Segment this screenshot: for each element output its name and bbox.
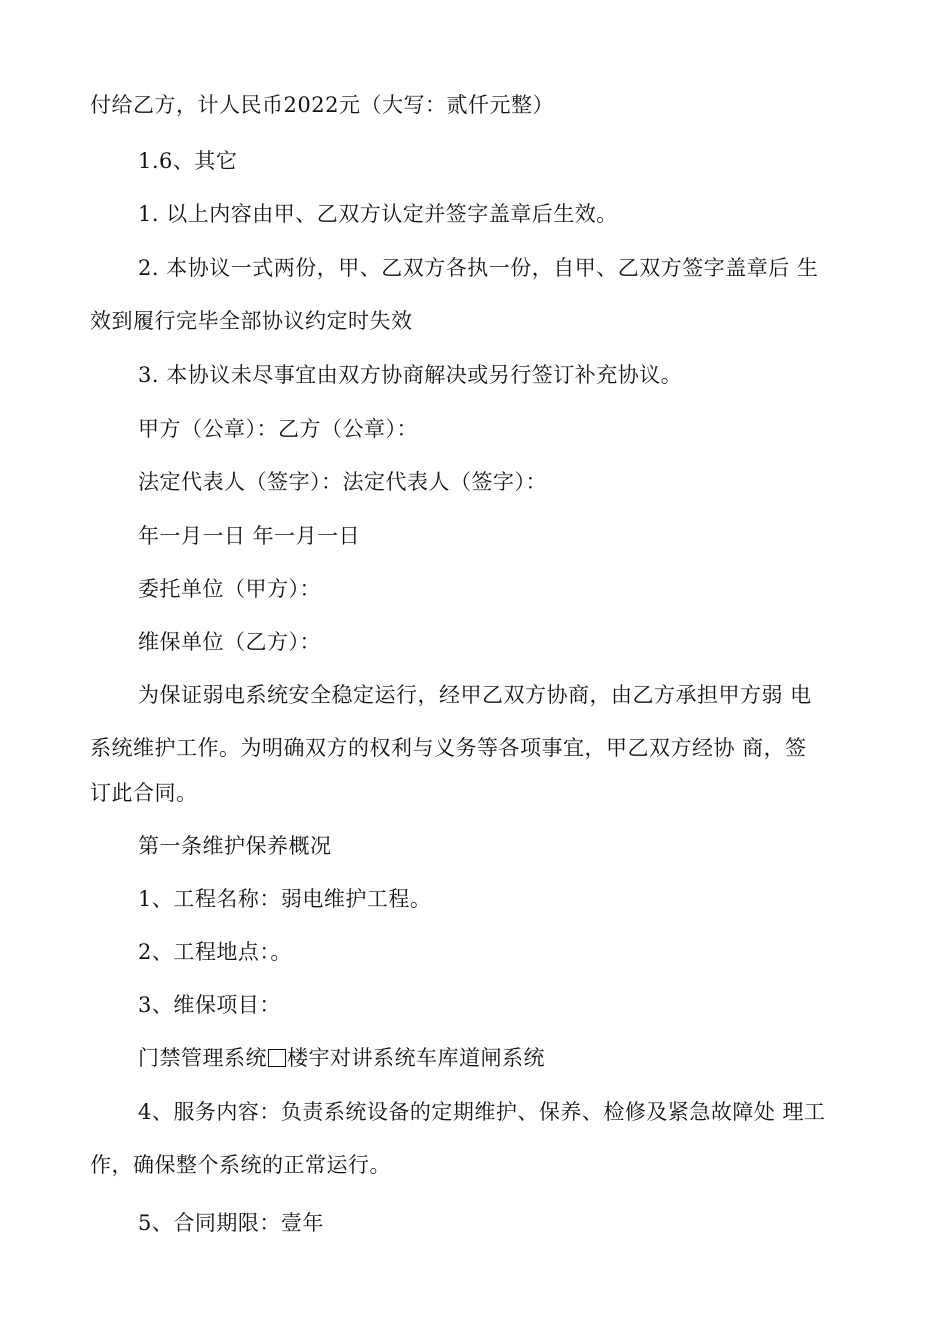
section-heading-other: 1.6、其它 xyxy=(138,149,238,173)
systems-list-line xyxy=(138,1043,545,1073)
service-content-line-2: 作，确保整个系统的正常运行。 xyxy=(90,1153,391,1177)
preamble-line-1: 为保证弱电系统安全稳定运行，经甲乙双方协商，由乙方承担甲方弱 电 xyxy=(138,683,812,707)
contract-term-line: 5、合同期限：壹年 xyxy=(138,1211,324,1235)
signature-line: 法定代表人（签字）：法定代表人（签字）： xyxy=(138,470,547,494)
maintenance-unit-line: 维保单位（乙方）： xyxy=(138,630,321,654)
preamble-line-2: 系统维护工作。为明确双方的权利与义务等各项事宜，甲乙双方经协 商，签 xyxy=(90,736,807,760)
clause-2-line-2: 效到履行完毕全部协议约定时失效 xyxy=(90,309,413,333)
payment-line: 付给乙方，计人民币2022元（大写：贰仟元整） xyxy=(90,93,554,117)
clause-2-line-1: 2. 本协议一式两份，甲、乙双方各执一份，自甲、乙双方签字盖章后 生 xyxy=(138,256,819,280)
project-location-line: 2、工程地点：。 xyxy=(138,940,292,964)
article-1-heading: 第一条维护保养概况 xyxy=(138,834,332,858)
preamble-line-3: 订此合同。 xyxy=(90,781,198,805)
systems-part-1: 门禁管理系统 xyxy=(138,1046,267,1070)
service-content-line-1: 4、服务内容：负责系统设备的定期维护、保养、检修及紧急故障处 理工 xyxy=(138,1100,826,1124)
checkbox-icon xyxy=(268,1049,286,1067)
project-name-line: 1、工程名称：弱电维护工程。 xyxy=(138,887,432,911)
clause-3: 3. 本协议未尽事宜由双方协商解决或另行签订补充协议。 xyxy=(138,363,683,387)
systems-part-2: 楼宇对讲系统车库道闸系统 xyxy=(287,1046,545,1070)
maintenance-items-line: 3、维保项目： xyxy=(138,993,281,1017)
date-line: 年一月一日 年一月一日 xyxy=(138,524,361,548)
clause-1: 1. 以上内容由甲、乙双方认定并签字盖章后生效。 xyxy=(138,202,618,226)
client-unit-line: 委托单位（甲方）： xyxy=(138,577,321,601)
seal-line: 甲方（公章）：乙方（公章）： xyxy=(138,417,418,441)
